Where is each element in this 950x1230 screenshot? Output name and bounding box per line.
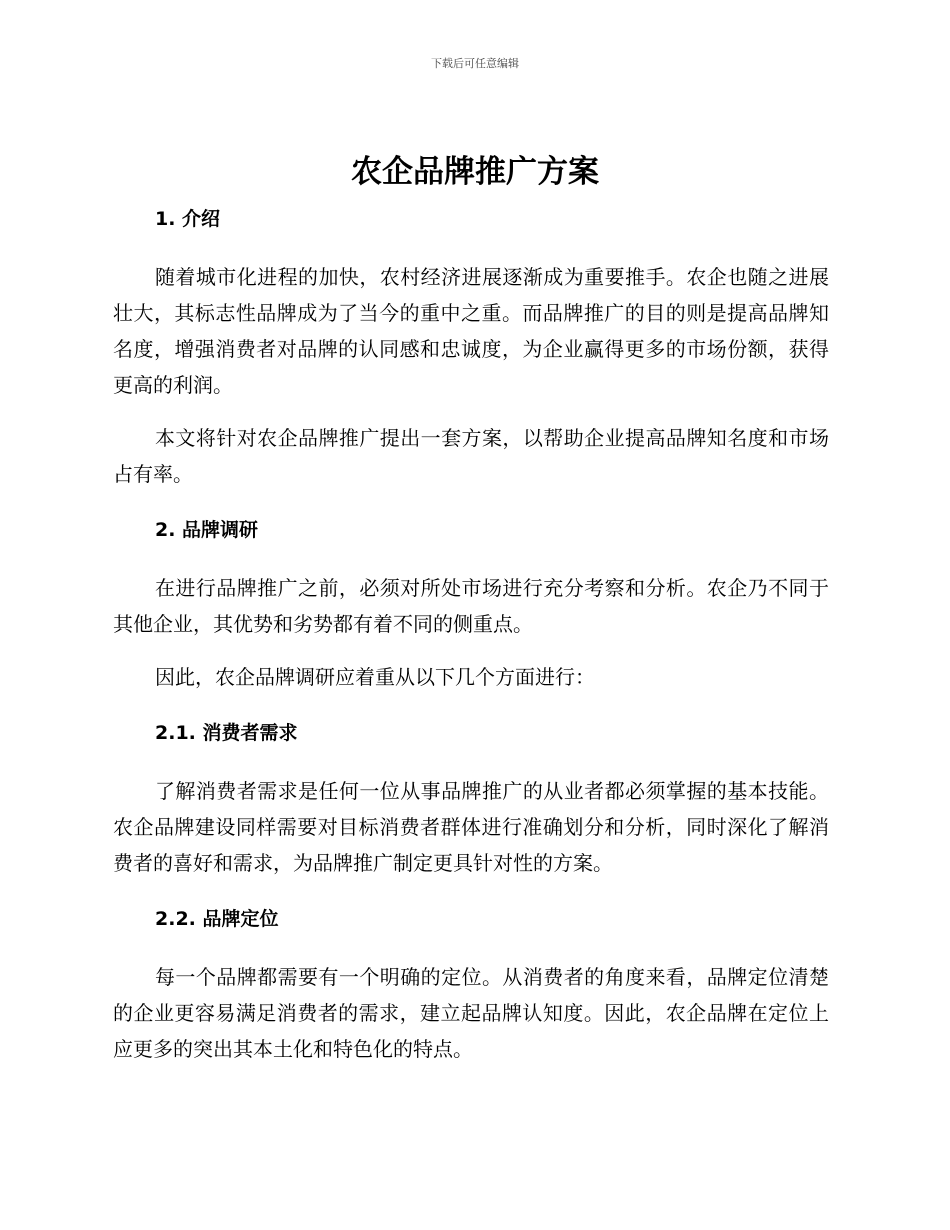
- document-body: [113, 204, 829, 1067]
- header-note: 下载后可任意编辑: [431, 57, 519, 70]
- paragraph: 本文将针对农企品牌推广提出一套方案，以帮助企业提高品牌知名度和市场占有率。: [113, 426, 829, 486]
- paragraph: 每一个品牌都需要有一个明确的定位。从消费者的角度来看，品牌定位清楚的企业更容易满足消费者的需求，建立起品牌认知度。因此，农企品牌在定位上应更多的突出其本土化和特色化的特点。: [113, 965, 829, 1061]
- section-heading-consumer-demand: 2.1. 消费者需求: [155, 722, 298, 744]
- section-heading-brand-positioning: 2.2. 品牌定位: [155, 908, 279, 930]
- document-title: 农企品牌推广方案: [351, 154, 599, 190]
- section-heading-brand-research: 2. 品牌调研: [155, 519, 259, 541]
- paragraph: 在进行品牌推广之前，必须对所处市场进行充分考察和分析。农企乃不同于其他企业，其优势和劣势都有着不同的侧重点。: [113, 576, 829, 636]
- paragraph: 因此，农企品牌调研应着重从以下几个方面进行：: [155, 665, 595, 689]
- section-heading-intro: 1. 介绍: [155, 208, 221, 230]
- paragraph: 了解消费者需求是任何一位从事品牌推广的从业者都必须掌握的基本技能。农企品牌建设同样需要对目标消费者群体进行准确划分和分析，同时深化了解消费者的喜好和需求，为品牌推广制定更具针对性的方案。: [113, 779, 829, 875]
- paragraph: 随着城市化进程的加快，农村经济进展逐渐成为重要推手。农企也随之进展壮大，其标志性品牌成为了当今的重中之重。而品牌推广的目的则是提高品牌知名度，增强消费者对品牌的认同感和忠诚度，为企业赢得更多的市场份额，获得更高的利润。: [113, 265, 829, 397]
